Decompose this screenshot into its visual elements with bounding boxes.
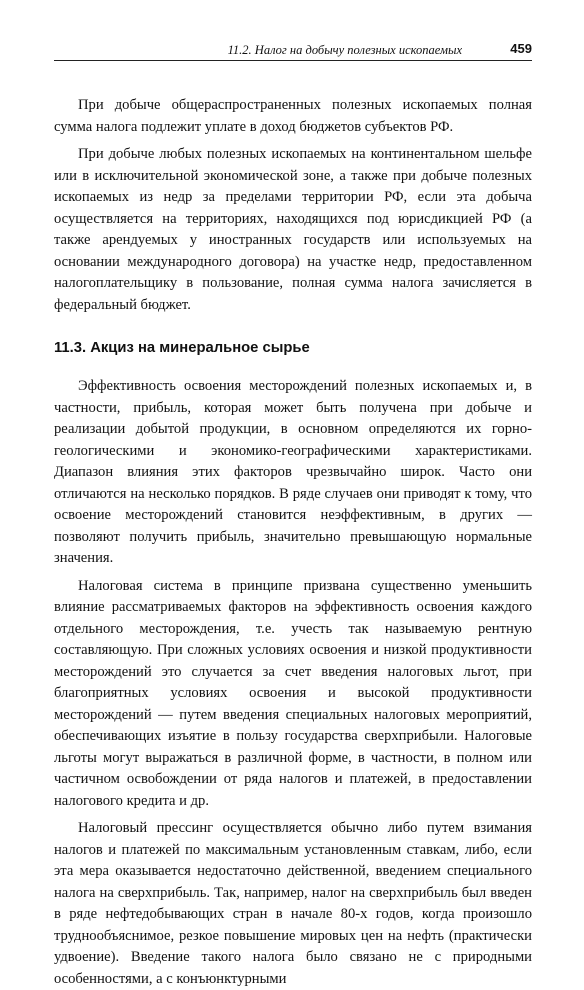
page-number: 459 [510, 41, 532, 56]
paragraph: При добыче общераспространенных полезных ископаемых полная сумма налога подлежит уплате в доход бюджетов субъектов РФ. [54, 97, 532, 135]
book-page [54, 38, 532, 990]
paragraph: Налоговый прессинг осуществляется обычно либо путем взимания налогов и платежей по максимальным установленным ставкам, либо, если эта мера оказывается недостаточно действенной, введением специального налога на сверхприбыль. Так, например, налог на сверхприбыль был введен в ряде нефтедобывающих стран в начале 80-х годов, когда произошло труднообъяснимое, резкое повышение мировых цен на нефть (практически удвоение). Введение такого налога было связано не с природными особенностями, а с конъюнктурными [54, 820, 532, 987]
paragraph: При добыче любых полезных ископаемых на континентальном шельфе или в исключительной экономической зоне, а также при добыче полезных ископаемых из недр за пределами территории РФ, если эта добыча осуществляется на территориях, находящихся под юрисдикцией РФ (а также арендуемых у иностранных государств или используемых на основании международного договора) на участке недр, предоставленном налогоплательщику в пользование, полная сумма налога зачисляется в федеральный бюджет. [54, 146, 532, 313]
running-title: 11.2. Налог на добычу полезных ископаемых [227, 43, 462, 57]
running-header [54, 38, 532, 61]
paragraph: Налоговая система в принципе призвана существенно уменьшить влияние рассматриваемых факторов на эффективность освоения каждого отдельного месторождения, т.е. учесть так называемую рентную составляющую. При сложных условиях освоения и низкой продуктивности месторождений это случается за счет введения налоговых льгот, при благоприятных условиях освоения и высокой продуктивности месторождений — путем введения специальных налоговых мероприятий, обеспечивающих изъятие в пользу государства сверхприбыли. Налоговые льготы могут выражаться в различной форме, в частности, в полном или частичном освобождении от ряда налогов и платежей, в предоставлении налогового кредита и др. [54, 577, 532, 809]
page-content [54, 95, 532, 990]
section-heading: 11.3. Акциз на минеральное сырье [54, 340, 310, 356]
paragraph: Эффективность освоения месторождений полезных ископаемых и, в частности, прибыль, которая может быть получена при добыче и реализации добытой продукции, в основном определяются их горно-геологическими и экономико-географическими характеристиками. Диапазон влияния этих факторов чрезвычайно широк. Часто они отличаются на несколько порядков. В ряде случаев они приводят к тому, что освоение месторождений становится неэффективным, в других — позволяют получить прибыль, значительно превышающую нормальные значения. [54, 378, 532, 566]
